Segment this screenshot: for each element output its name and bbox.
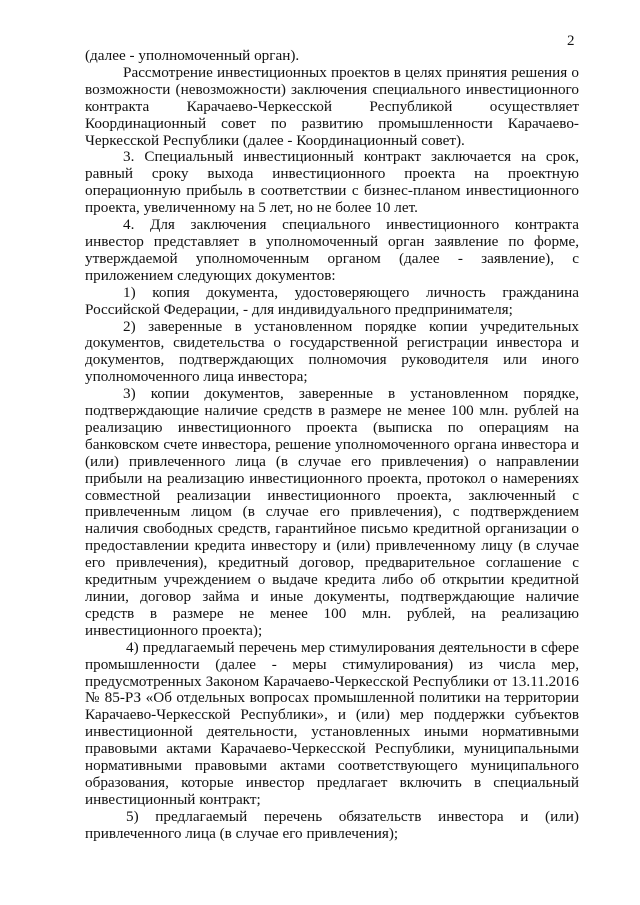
paragraph-sub-3: 3) копии документов, заверенные в установленном порядке, подтверждающие наличие средств в размере не менее 100 млн. рублей на реализацию инвестиционного проекта (выписка по операциям на банковском счете инвестора, решение уполномоченного органа инвестора и (или) привлеченного лица (в случае его привлечения) о направлении прибыли на реализацию инвестиционного проекта, протокол о намерениях совместной реализации инвестиционного проекта, заключенный с привлеченным лицом (в случае его привлечения), с подтверждением наличия свободных средств, гарантийное письмо кредитной организации о предоставлении кредита инвестору и (или) привлеченному лицу (в случае его привлечения), кредитный договор, предварительное соглашение с кредитным учреждением о выдаче кредита либо об открытии кредитной линии, договор займа и иные документы, подтверждающие наличие средств в размере не менее 100 млн. рублей, на реализацию инвестиционного проекта); xyxy=(85,385,579,639)
paragraph-sub-1: 1) копия документа, удостоверяющего личность гражданина Российской Федерации, - для индивидуального предпринимателя; xyxy=(85,283,579,318)
paragraph-review: Рассмотрение инвестиционных проектов в целях принятия решения о возможности (невозможности) заключения специального инвестиционного контракта Карачаево-Черкесской Республикой осуществляет Координационный совет по развитию промышленности Карачаево-Черкесской Республики (далее - Координационный совет). xyxy=(85,63,579,149)
paragraph-sub-4: 4) предлагаемый перечень мер стимулирования деятельности в сфере промышленности (далее - меры стимулирования) из числа мер, предусмотренных Законом Карачаево-Черкесской Республики от 13.11.2016 № 85-РЗ «Об отдельных вопросах промышленной политики на территории Карачаево-Черкесской Республики», и (или) мер поддержки субъектов инвестиционной деятельности, установленных иными нормативными правовыми актами Карачаево-Черкесской Республики, муниципальными нормативными правовыми актами соответствующего муниципального образования, которые инвестор предлагает включить в специальный инвестиционный контракт; xyxy=(85,638,579,808)
page-number: 2 xyxy=(567,33,575,49)
paragraph-item-4: 4. Для заключения специального инвестиционного контракта инвестор представляет в уполномоченный орган заявление по форме, утверждаемой уполномоченным органом (далее - заявление), с приложением следующих документов: xyxy=(85,216,579,284)
paragraph-item-3: 3. Специальный инвестиционный контракт заключается на срок, равный сроку выхода инвестиционного проекта на проектную операционную прибыль в соответствии с бизнес-планом инвестиционного проекта, увеличенному на 5 лет, но не более 10 лет. xyxy=(85,148,579,217)
paragraph-continuation: (далее - уполномоченный орган). xyxy=(85,47,300,64)
document-body xyxy=(85,48,579,843)
paragraph-sub-2: 2) заверенные в установленном порядке копии учредительных документов, свидетельства о государственной регистрации инвестора и документов, подтверждающих полномочия руководителя или иного уполномоченного лица инвестора; xyxy=(85,317,579,386)
paragraph-sub-5: 5) предлагаемый перечень обязательств инвестора и (или) привлеченного лица (в случае его привлечения); xyxy=(85,807,579,842)
